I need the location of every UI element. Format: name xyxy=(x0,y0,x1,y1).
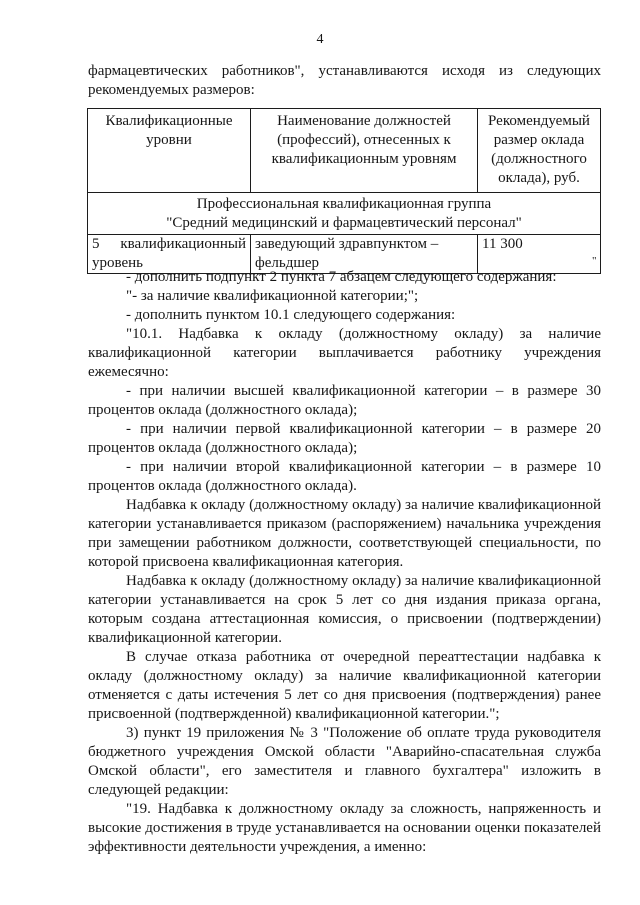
paragraph: - дополнить пунктом 10.1 следующего содержания: xyxy=(126,307,456,323)
paragraph: Надбавка к окладу (должностному окладу) за наличие квалификационной категории устанавливается приказом (распоряжением) начальника учреждения при замещении работником должности, соответствующей специальности, по которой присвоена квалификационная категория. xyxy=(88,497,601,570)
group-title-cell xyxy=(88,193,601,235)
header-position-names: Наименование должностей (профессий), отнесенных к квалификационным уровням xyxy=(251,109,478,193)
paragraph: "- за наличие квалификационной категории;"; xyxy=(126,288,419,304)
intro-paragraph: фармацевтических работников", устанавливаются исходя из следующих рекомендуемых размеров: xyxy=(88,63,601,98)
salary-table xyxy=(87,108,601,274)
paragraph: "10.1. Надбавка к окладу (должностному окладу) за наличие квалификационной категории выплачивается работнику учреждения ежемесячно: xyxy=(88,326,601,380)
row-position: заведующий здравпунктом – фельдшер xyxy=(251,235,478,274)
paragraph: - при наличии высшей квалификационной категории – в размере 30 процентов оклада (должностного оклада); xyxy=(88,383,601,418)
row-salary: 11 300 xyxy=(478,235,601,274)
group-title-line2: "Средний медицинский и фармацевтический персонал" xyxy=(166,215,522,231)
paragraph: - дополнить подпункт 2 пункта 7 абзацем следующего содержания: xyxy=(126,269,557,285)
header-qualification-levels: Квалификационные уровни xyxy=(88,109,251,193)
group-title-line1: Профессиональная квалификационная группа xyxy=(196,196,492,212)
paragraph: Надбавка к окладу (должностному окладу) за наличие квалификационной категории устанавливается на срок 5 лет со дня издания приказа органа, которым создана аттестационная комиссия, о присвоении (подтверждении) квалификационной категории. xyxy=(88,573,601,646)
header-recommended-salary: Рекомендуемый размер оклада (должностного оклада), руб. xyxy=(478,109,601,193)
page-number: 4 xyxy=(316,32,324,47)
paragraph: В случае отказа работника от очередной переаттестации надбавка к окладу (должностному окладу) за наличие квалификационной категории отменяется с даты истечения 5 лет со дня присвоения (подтверждения) ранее присвоенной (подтвержденной) квалификационной категории."; xyxy=(88,649,601,722)
paragraph: "19. Надбавка к должностному окладу за сложность, напряженность и высокие достижения в труде устанавливается на основании оценки показателей эффективности деятельности учреждения, а именно: xyxy=(88,801,601,855)
level-line2: уровень xyxy=(92,255,144,271)
intro-text xyxy=(88,62,601,100)
paragraph: - при наличии второй квалификационной категории – в размере 10 процентов оклада (должностного оклада). xyxy=(88,459,601,494)
table-group-row xyxy=(88,193,601,235)
level-line1: 5 квалификационный xyxy=(92,236,246,252)
table-header-row xyxy=(88,109,601,193)
paragraph: - при наличии первой квалификационной категории – в размере 20 процентов оклада (должностного оклада); xyxy=(88,421,601,456)
document-body xyxy=(88,268,601,857)
table-closing-quote: " xyxy=(592,255,597,267)
paragraph: 3) пункт 19 приложения № 3 "Положение об оплате труда руководителя бюджетного учреждения Омской области "Аварийно-спасательная служба Омской области", его заместителя и главного бухгалтера" изложить в следующей редакции: xyxy=(88,725,601,798)
